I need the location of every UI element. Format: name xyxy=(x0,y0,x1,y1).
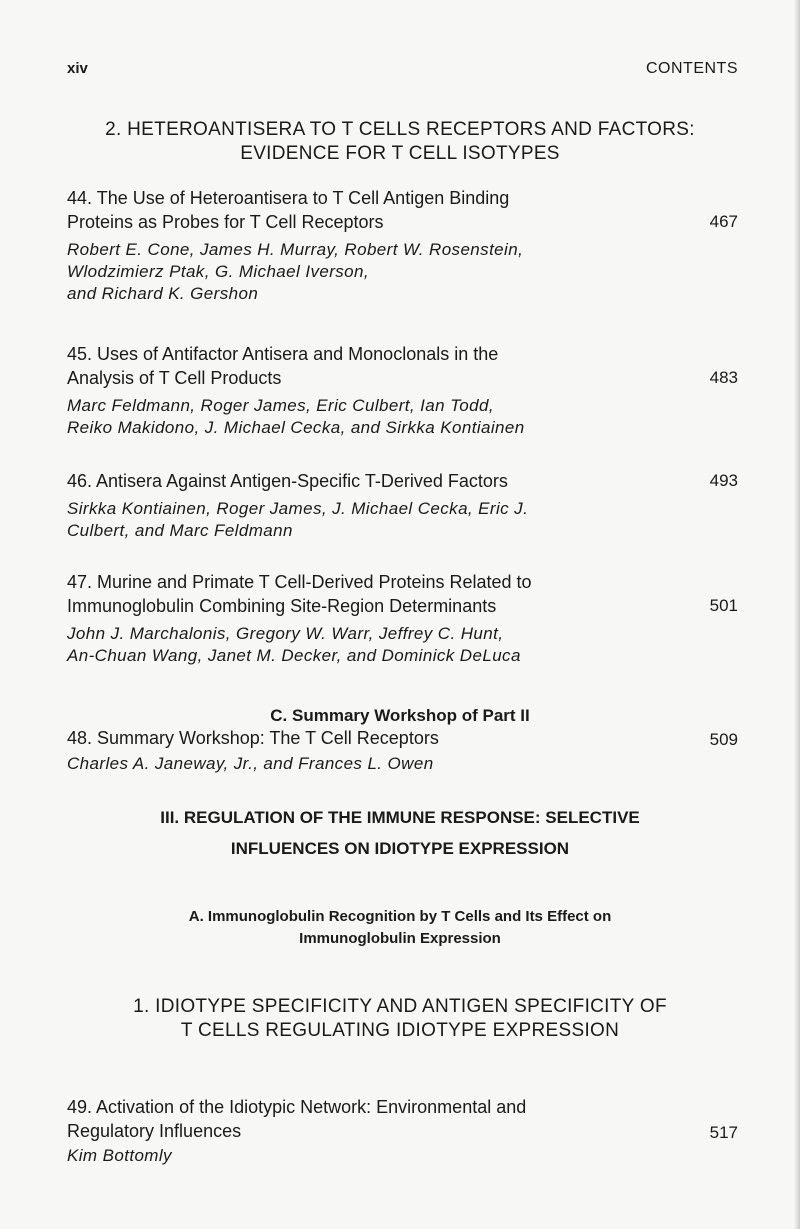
part-heading-line: III. REGULATION OF THE IMMUNE RESPONSE: SELECTIVE xyxy=(160,808,640,827)
entry-authors xyxy=(67,623,657,667)
author-line: John J. Marchalonis, Gregory W. Warr, Jeffrey C. Hunt, xyxy=(67,624,504,643)
running-header xyxy=(67,60,738,82)
author-line: Reiko Makidono, J. Michael Cecka, and Sirkka Kontiainen xyxy=(67,418,525,437)
author-line: Sirkka Kontiainen, Roger James, J. Michael Cecka, Eric J. xyxy=(67,499,529,518)
entry-title-line: Analysis of T Cell Products xyxy=(67,368,282,388)
entry-page-number: 493 xyxy=(709,471,738,490)
page-folio: xiv xyxy=(67,60,88,77)
author-line: Wlodzimierz Ptak, G. Michael Iverson, xyxy=(67,262,369,281)
entry-title-line: 46. Antisera Against Antigen-Specific T-Derived Factors xyxy=(67,471,508,491)
section-heading-line: 1. IDIOTYPE SPECIFICITY AND ANTIGEN SPECIFICITY OF xyxy=(133,996,667,1017)
section-heading-2 xyxy=(60,118,740,166)
author-line: Robert E. Cone, James H. Murray, Robert W. Rosenstein, xyxy=(67,240,524,259)
toc-entry-45[interactable] xyxy=(67,342,740,439)
subsection-heading-line: A. Immunoglobulin Recognition by T Cells and Its Effect on xyxy=(188,908,612,925)
section-heading-line: T CELLS REGULATING IDIOTYPE EXPRESSION xyxy=(180,1020,620,1041)
entry-title xyxy=(67,186,657,234)
entry-title xyxy=(67,469,657,493)
author-line: and Richard K. Gershon xyxy=(67,284,259,303)
entry-title xyxy=(67,342,657,390)
toc-entry-48[interactable] xyxy=(67,726,740,775)
entry-authors xyxy=(67,395,657,439)
section-heading-line: EVIDENCE FOR T CELL ISOTYPES xyxy=(240,143,560,164)
entry-title-line: Proteins as Probes for T Cell Receptors xyxy=(67,212,384,232)
entry-title-line: 45. Uses of Antifactor Antisera and Monoclonals in the xyxy=(67,344,499,364)
page-edge-shadow xyxy=(794,0,800,1229)
toc-entry-46[interactable] xyxy=(67,469,740,542)
entry-page-number: 509 xyxy=(709,730,738,749)
entry-title-line: 48. Summary Workshop: The T Cell Receptors xyxy=(67,728,439,748)
entry-page-number: 517 xyxy=(709,1123,738,1142)
entry-authors xyxy=(67,239,657,305)
section-heading-1 xyxy=(60,995,740,1043)
subsection-heading-c: C. Summary Workshop of Part II xyxy=(270,706,530,725)
entry-authors xyxy=(67,753,657,775)
entry-title-line: Regulatory Influences xyxy=(67,1121,242,1141)
subsection-heading-line: Immunoglobulin Expression xyxy=(299,930,501,947)
entry-title xyxy=(67,726,657,750)
entry-page-number: 501 xyxy=(709,596,738,615)
author-line: Culbert, and Marc Feldmann xyxy=(67,521,293,540)
toc-entry-44[interactable] xyxy=(67,186,740,305)
entry-authors xyxy=(67,1145,657,1167)
author-line: Marc Feldmann, Roger James, Eric Culbert, Ian Todd, xyxy=(67,396,494,415)
entry-authors xyxy=(67,498,657,542)
entry-title-line: 44. The Use of Heteroantisera to T Cell Antigen Binding xyxy=(67,188,510,208)
toc-entry-49[interactable] xyxy=(67,1095,740,1167)
author-line: Kim Bottomly xyxy=(67,1146,172,1165)
entry-title xyxy=(67,1095,657,1143)
author-line: An-Chuan Wang, Janet M. Decker, and Dominick DeLuca xyxy=(67,646,521,665)
entry-page-number: 483 xyxy=(709,368,738,387)
toc-entry-47[interactable] xyxy=(67,570,740,667)
entry-title-line: 47. Murine and Primate T Cell-Derived Proteins Related to xyxy=(67,572,532,592)
entry-page-number: 467 xyxy=(709,212,738,231)
entry-title-line: 49. Activation of the Idiotypic Network: Environmental and xyxy=(67,1097,527,1117)
section-heading-line: 2. HETEROANTISERA TO T CELLS RECEPTORS AND FACTORS: xyxy=(105,119,695,140)
entry-title-line: Immunoglobulin Combining Site-Region Determinants xyxy=(67,596,497,616)
part-heading-iii xyxy=(60,802,740,864)
part-heading-line: INFLUENCES ON IDIOTYPE EXPRESSION xyxy=(230,839,570,858)
running-title: CONTENTS xyxy=(646,60,738,77)
entry-title xyxy=(67,570,657,618)
subsection-heading-a xyxy=(60,906,740,950)
author-line: Charles A. Janeway, Jr., and Frances L. Owen xyxy=(67,754,434,773)
